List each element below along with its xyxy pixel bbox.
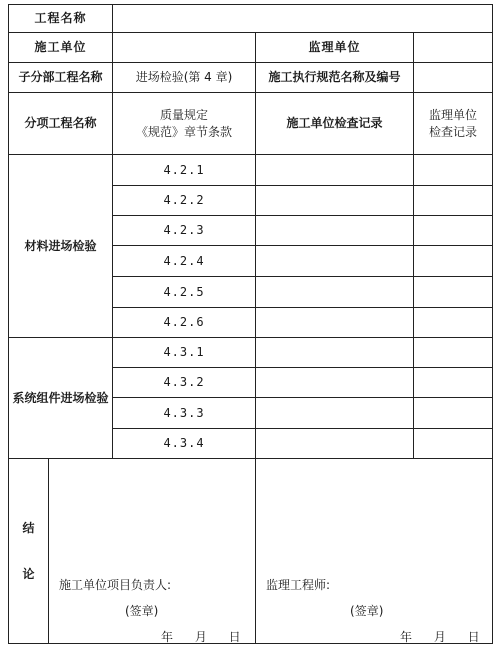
inspection-form — [8, 4, 492, 645]
construction-sign-block — [59, 577, 241, 646]
construction-record-cell[interactable] — [256, 186, 414, 216]
supervision-record-header — [414, 93, 493, 155]
construction-record-cell[interactable] — [256, 246, 414, 277]
supervision-sign-cell[interactable] — [256, 459, 493, 644]
construction-record-cell[interactable] — [256, 368, 414, 398]
supervision-sign-block — [266, 577, 480, 646]
quality-rule-line2: 《规范》章节条款 — [136, 124, 233, 139]
inspection-table — [8, 4, 493, 644]
construction-record-cell[interactable] — [256, 429, 414, 459]
clause-number: 4.2.1 — [113, 155, 256, 186]
project-name-row — [9, 5, 493, 33]
construction-record-cell[interactable] — [256, 308, 414, 338]
supervision-record-cell[interactable] — [414, 368, 493, 398]
supervision-record-cell[interactable] — [414, 429, 493, 459]
group-component-inspection: 系统组件进场检验 — [9, 338, 113, 459]
construction-record-cell[interactable] — [256, 155, 414, 186]
subproject-label: 子分部工程名称 — [9, 63, 113, 93]
supervision-record-cell[interactable] — [414, 277, 493, 308]
construction-record-cell[interactable] — [256, 277, 414, 308]
construction-unit-field[interactable] — [113, 33, 256, 63]
item-project-header: 分项工程名称 — [9, 93, 113, 155]
quality-rule-header — [113, 93, 256, 155]
construction-record-cell[interactable] — [256, 216, 414, 246]
supervision-record-line1: 监理单位 — [429, 108, 478, 123]
clause-number: 4.2.2 — [113, 186, 256, 216]
group-material-inspection: 材料进场检验 — [9, 155, 113, 338]
subproject-value: 进场检验(第 4 章) — [113, 63, 256, 93]
column-header-row — [9, 93, 493, 155]
standard-label: 施工执行规范名称及编号 — [256, 63, 414, 93]
conclusion-char-1: 结 — [22, 521, 35, 535]
construction-record-cell[interactable] — [256, 338, 414, 368]
clause-row — [9, 155, 493, 186]
clause-number: 4.3.4 — [113, 429, 256, 459]
construction-date-label: 年 月 日 — [161, 630, 241, 645]
supervision-record-cell[interactable] — [414, 216, 493, 246]
supervision-seal-label: (签章) — [350, 604, 384, 619]
clause-number: 4.3.1 — [113, 338, 256, 368]
conclusion-row — [9, 459, 493, 644]
supervision-record-cell[interactable] — [414, 308, 493, 338]
subproject-row — [9, 63, 493, 93]
construction-unit-label: 施工单位 — [9, 33, 113, 63]
construction-record-header: 施工单位检查记录 — [256, 93, 414, 155]
supervision-unit-label: 监理单位 — [256, 33, 414, 63]
construction-signer-label: 施工单位项目负责人: — [59, 578, 172, 592]
clause-number: 4.2.4 — [113, 246, 256, 277]
supervision-record-cell[interactable] — [414, 186, 493, 216]
construction-sign-cell[interactable] — [49, 459, 256, 644]
conclusion-label — [9, 459, 49, 644]
construction-record-cell[interactable] — [256, 398, 414, 429]
standard-field[interactable] — [414, 63, 493, 93]
construction-seal-label: (签章) — [125, 604, 159, 619]
clause-number: 4.2.5 — [113, 277, 256, 308]
supervision-record-cell[interactable] — [414, 155, 493, 186]
supervision-record-cell[interactable] — [414, 246, 493, 277]
clause-number: 4.3.3 — [113, 398, 256, 429]
quality-rule-line1: 质量规定 — [160, 108, 209, 123]
clause-number: 4.2.6 — [113, 308, 256, 338]
supervision-record-cell[interactable] — [414, 398, 493, 429]
project-name-field[interactable] — [113, 5, 493, 33]
supervision-record-cell[interactable] — [414, 338, 493, 368]
clause-row — [9, 338, 493, 368]
supervision-date-label: 年 月 日 — [400, 630, 480, 645]
units-row — [9, 33, 493, 63]
supervision-record-line2: 检查记录 — [429, 124, 478, 139]
supervision-unit-field[interactable] — [414, 33, 493, 63]
conclusion-char-2: 论 — [22, 567, 35, 581]
clause-number: 4.3.2 — [113, 368, 256, 398]
clause-number: 4.2.3 — [113, 216, 256, 246]
supervision-signer-label: 监理工程师: — [266, 578, 331, 592]
project-name-label: 工程名称 — [9, 5, 113, 33]
